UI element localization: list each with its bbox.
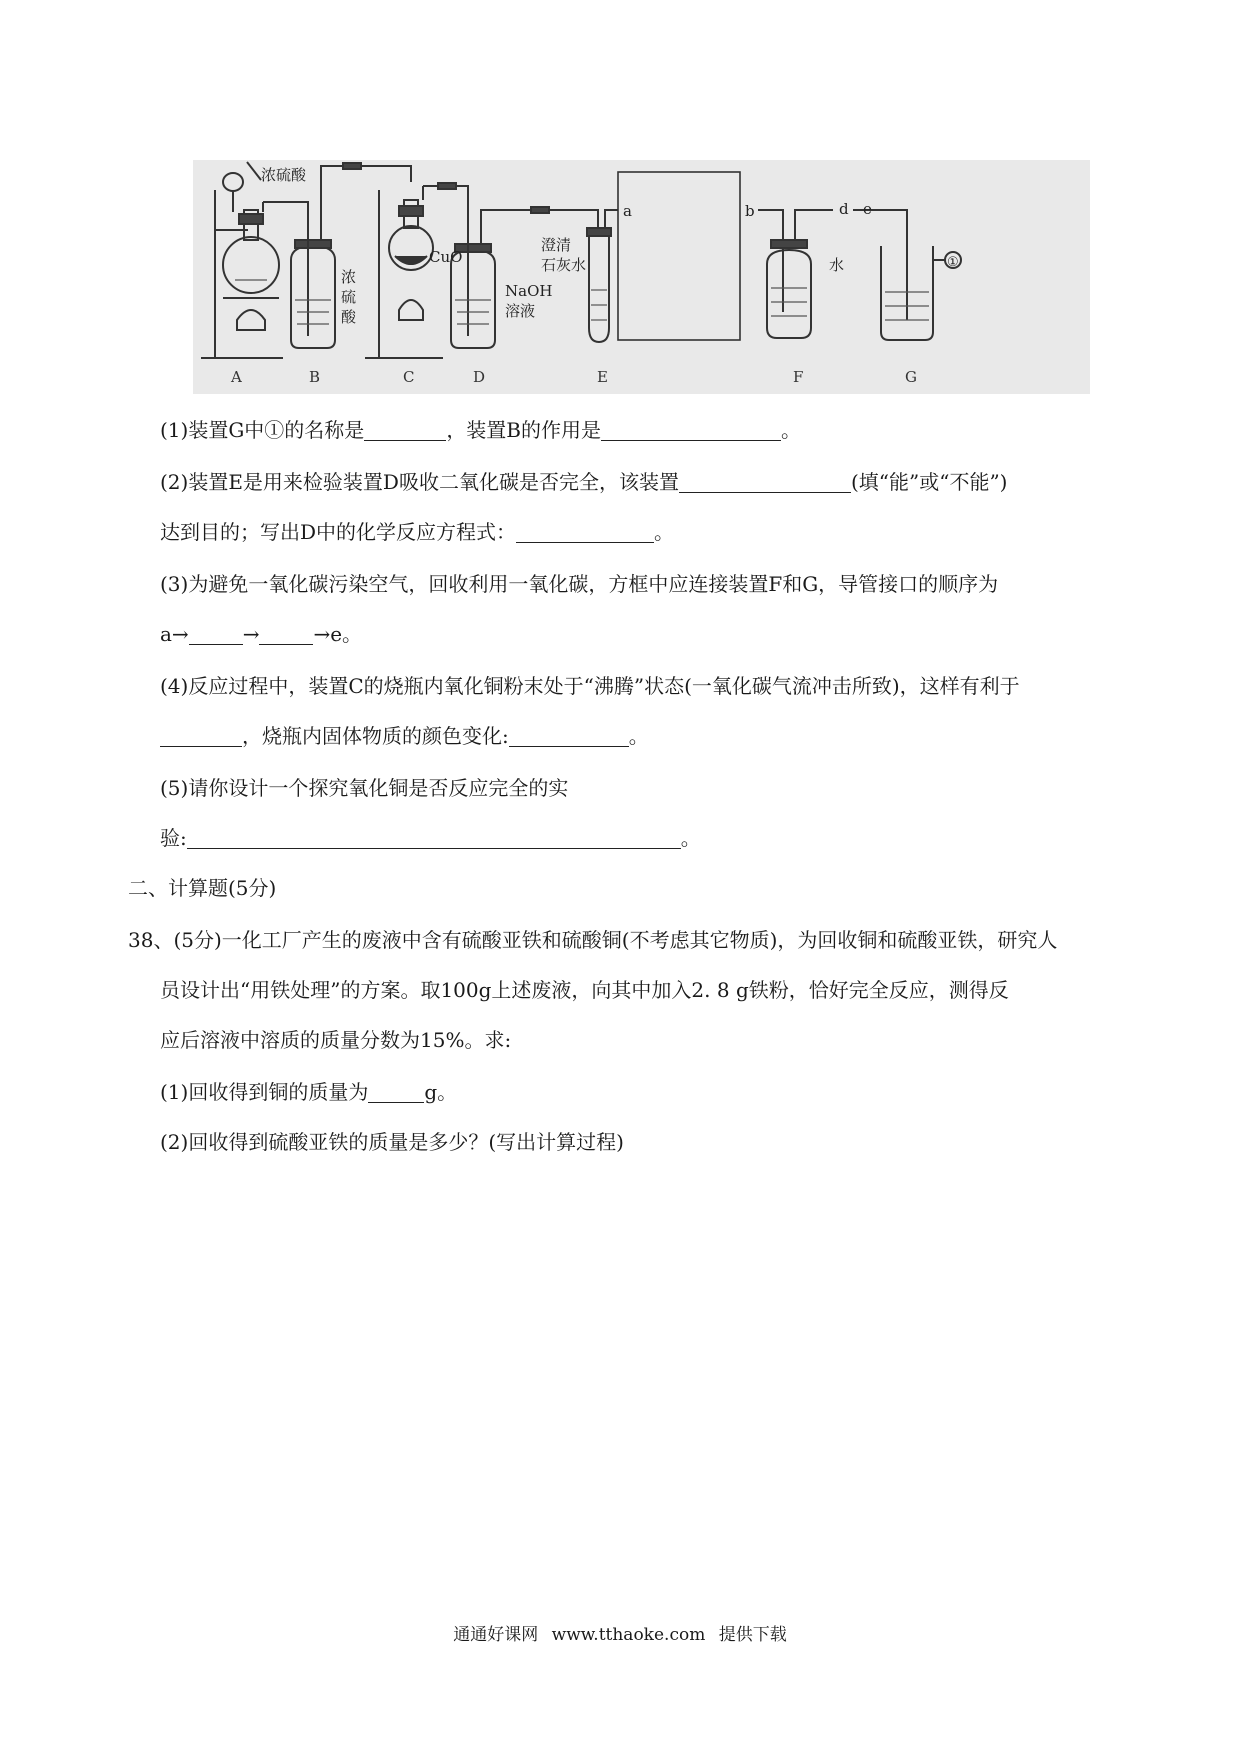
- label-limewater: 澄清石灰水: [541, 236, 587, 274]
- separatory-funnel-a: [223, 173, 243, 191]
- footer-suffix: 提供下载: [718, 1625, 787, 1645]
- q38-sub1-text-a: (1)回收得到铜的质量为: [160, 1080, 369, 1104]
- bottle-f-stopper: [771, 240, 807, 248]
- q4-blank-1: [160, 728, 242, 747]
- label-b-liquid: 浓硫酸: [341, 268, 357, 326]
- question-3-line-1: (3)为避免一氧化碳污染空气，回收利用一氧化碳，方框中应连接装置F和G，导管接口的顺序为: [160, 572, 999, 596]
- question-1: [160, 418, 801, 442]
- tube-d-e: [481, 210, 598, 244]
- tube-f-outlet: [795, 210, 833, 240]
- section-2-title: 二、计算题(5分): [128, 876, 277, 900]
- tube-f-inlet: [758, 210, 783, 312]
- q2-text-d: 。: [654, 520, 675, 544]
- label-cuo: CuO: [429, 248, 463, 266]
- question-38-line-1: 38、(5分)一化工厂产生的废液中含有硫酸亚铁和硫酸铜(不考虑其它物质)，为回收铜和硫酸亚铁，研究人: [128, 928, 1058, 952]
- question-2-line-2: [160, 520, 674, 544]
- q2-blank-1: [679, 474, 851, 493]
- flask-a: [223, 237, 279, 293]
- q3-text-b: →: [242, 622, 260, 646]
- q5-text-b: 。: [680, 826, 701, 850]
- footer-site: 通通好课网: [453, 1625, 539, 1645]
- stopper-a: [239, 214, 263, 224]
- label-conc-acid: 浓硫酸: [261, 166, 307, 184]
- apparatus-figure: [193, 160, 1090, 394]
- apparatus-letter-a: A: [231, 368, 242, 386]
- apparatus-diagram: [193, 160, 1090, 394]
- q2-text-b: (填“能”或“不能”): [850, 470, 1008, 494]
- label-port-e: e: [863, 200, 872, 218]
- question-4-line-2: [160, 724, 649, 748]
- question-5-line-1: (5)请你设计一个探究氧化铜是否反应完全的实: [160, 776, 569, 800]
- q4-text-a: ，烧瓶内固体物质的颜色变化:: [242, 724, 509, 748]
- label-port-a: a: [623, 202, 632, 220]
- q4-blank-2: [509, 728, 629, 747]
- apparatus-letter-e: E: [597, 368, 608, 386]
- tube-joint-bc: [343, 163, 361, 169]
- q1-text-b: ，装置B的作用是: [446, 418, 602, 442]
- apparatus-letter-d: D: [473, 368, 486, 386]
- tube-joint-de: [531, 207, 549, 213]
- q2-text-a: (2)装置E是用来检验装置D吸收二氧化碳是否完全，该装置: [160, 470, 679, 494]
- question-3-line-2: [160, 622, 362, 646]
- q4-text-b: 。: [628, 724, 649, 748]
- q1-blank-1: [364, 422, 446, 441]
- label-circle-1: ①: [947, 255, 959, 270]
- apparatus-letter-c: C: [403, 368, 415, 386]
- q1-text-a: (1)装置G中①的名称是: [160, 418, 365, 442]
- q3-blank-2: [259, 626, 313, 645]
- question-4-line-1: (4)反应过程中，装置C的烧瓶内氧化铜粉末处于“沸腾”状态(一氧化碳气流冲击所致)，这样有利于: [160, 674, 1020, 698]
- page-footer: [0, 1620, 1240, 1645]
- question-38-line-2: 员设计出“用铁处理”的方案。取100g上述废液，向其中加入2. 8 g铁粉，恰好完全反应，测得反: [160, 978, 1009, 1002]
- acid-leader: [247, 162, 261, 180]
- bottle-f: [767, 250, 811, 338]
- bottle-b: [291, 246, 335, 348]
- label-port-d: d: [839, 200, 849, 218]
- label-port-b: b: [745, 202, 755, 220]
- label-naoh: NaOH 溶液: [505, 282, 553, 320]
- footer-url[interactable]: www.tthaoke.com: [551, 1625, 706, 1645]
- q3-blank-1: [189, 626, 243, 645]
- bottle-b-stopper: [295, 240, 331, 248]
- question-5-line-2: [160, 826, 701, 850]
- label-water: 水: [829, 256, 845, 274]
- test-tube-e-stopper: [587, 228, 611, 236]
- tube-b-c: [321, 166, 411, 240]
- q3-text-a: a→: [160, 622, 189, 646]
- question-38-sub-2: (2)回收得到硫酸亚铁的质量是多少？(写出计算过程): [160, 1130, 624, 1154]
- q38-sub1-text-b: g。: [424, 1080, 458, 1104]
- tube-a-b: [263, 202, 308, 240]
- q1-blank-2: [601, 422, 781, 441]
- q3-text-c: →e。: [313, 622, 363, 646]
- burner-c: [399, 300, 423, 320]
- question-2-line-1: [160, 470, 1007, 494]
- tube-e-to-box: [605, 210, 618, 228]
- empty-box: [618, 172, 740, 340]
- question-38-line-3: 应后溶液中溶质的质量分数为15%。求:: [160, 1028, 512, 1052]
- q38-blank-1: [368, 1084, 424, 1103]
- test-tube-e: [589, 232, 609, 342]
- q5-text-a: 验:: [160, 826, 187, 850]
- burner-a: [237, 310, 265, 330]
- q5-blank-1: [187, 830, 681, 849]
- tube-joint-cd: [438, 183, 456, 189]
- apparatus-letter-g: G: [905, 368, 917, 386]
- apparatus-letters: [230, 368, 917, 386]
- apparatus-letter-f: F: [793, 368, 804, 386]
- q2-blank-2: [516, 524, 654, 543]
- stopper-c: [399, 206, 423, 216]
- cuo-powder: [395, 256, 427, 264]
- apparatus-letter-b: B: [309, 368, 321, 386]
- q2-text-c: 达到目的；写出D中的化学反应方程式：: [160, 520, 517, 544]
- q1-text-c: 。: [781, 418, 802, 442]
- question-38-sub-1: [160, 1080, 457, 1104]
